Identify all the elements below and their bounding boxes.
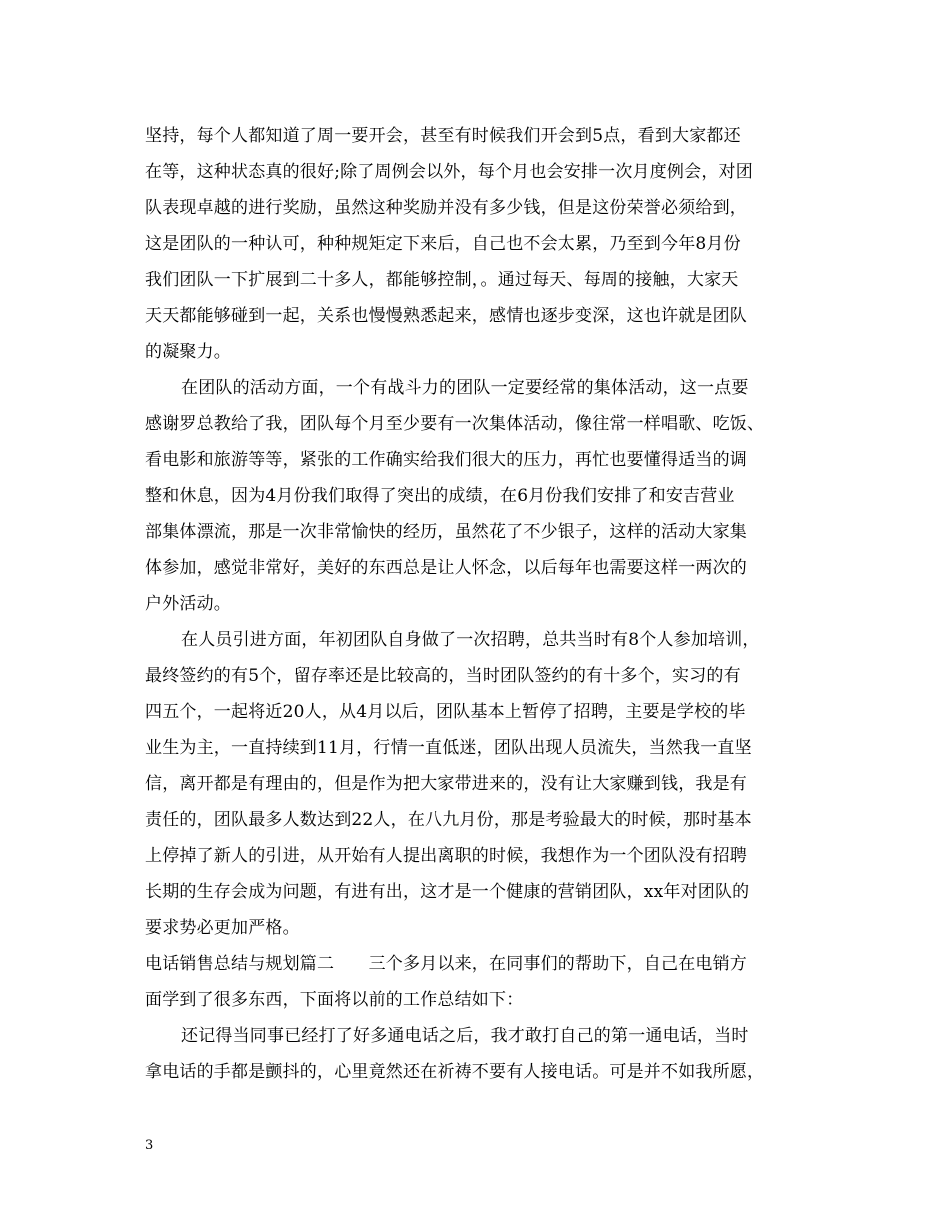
text-line: 户外活动。 (145, 594, 231, 614)
text-line: 的凝聚力。 (145, 342, 231, 362)
text-line: 要求势必更加严格。 (145, 918, 300, 938)
paragraph-first-line: 还记得当同事已经打了好多通电话之后，我才敢打自己的第一通电话，当时 (181, 1026, 749, 1046)
paragraph-first-line: 在团队的活动方面，一个有战斗力的团队一定要经常的集体活动，这一点要 (181, 378, 749, 398)
text-line: 这是团队的一种认可，种种规矩定下来后，自己也不会太累，乃至到今年8月份 (145, 234, 741, 254)
text-line: 业生为主，一直持续到11月，行情一直低迷，团队出现人员流失，当然我一直坚 (145, 738, 752, 758)
section-heading-line: 电话销售总结与规划篇二 三个多月以来，在同事们的帮助下，自己在电销方 (145, 954, 747, 974)
text-line: 信，离开都是有理由的，但是作为把大家带进来的，没有让大家赚到钱，我是有 (145, 774, 747, 794)
paragraph-first-line: 在人员引进方面，年初团队自身做了一次招聘，总共当时有8个人参加培训， (181, 630, 760, 650)
text-line: 看电影和旅游等等，紧张的工作确实给我们很大的压力，再忙也要懂得适当的调 (145, 450, 747, 470)
text-line: 长期的生存会成为问题，有进有出，这才是一个健康的营销团队，xx年对团队的 (145, 882, 750, 902)
text-line: 上停掉了新人的引进，从开始有人提出离职的时候，我想作为一个团队没有招聘 (145, 846, 747, 866)
text-line: 面学到了很多东西，下面将以前的工作总结如下： (145, 990, 524, 1010)
text-line: 部集体漂流，那是一次非常愉快的经历，虽然花了不少银子，这样的活动大家集 (145, 522, 747, 542)
text-line: 责任的，团队最多人数达到22人，在八九月份，那是考验最大的时候，那时基本 (145, 810, 752, 830)
page-number: 3 (145, 1138, 154, 1153)
text-line: 队表现卓越的进行奖励，虽然这种奖励并没有多少钱，但是这份荣誉必须给到， (145, 198, 747, 218)
text-line: 整和休息，因为4月份我们取得了突出的成绩，在6月份我们安排了和安吉营业 (145, 486, 735, 506)
text-line: 坚持，每个人都知道了周一要开会，甚至有时候我们开会到5点，看到大家都还 (145, 126, 741, 146)
text-line: 最终签约的有5个，留存率还是比较高的，当时团队签约的有十多个，实习的有 (145, 666, 741, 686)
body-text (145, 118, 815, 1090)
text-line: 四五个，一起将近20人，从4月以后，团队基本上暂停了招聘，主要是学校的毕 (145, 702, 746, 722)
text-line: 拿电话的手都是颤抖的，心里竟然还在祈祷不要有人接电话。可是并不如我所愿， (145, 1062, 765, 1082)
text-line: 感谢罗总教给了我，团队每个月至少要有一次集体活动，像往常一样唱歌、吃饭、 (145, 414, 765, 434)
text-line: 在等，这种状态真的很好;除了周例会以外，每个月也会安排一次月度例会，对团 (145, 162, 753, 182)
text-line: 天天都能够碰到一起，关系也慢慢熟悉起来，感情也逐步变深，这也许就是团队 (145, 306, 747, 326)
text-line: 我们团队一下扩展到二十多人，都能够控制，。通过每天、每周的接触，大家天 (145, 270, 739, 290)
text-line: 体参加，感觉非常好，美好的东西总是让人怀念，以后每年也需要这样一两次的 (145, 558, 747, 578)
